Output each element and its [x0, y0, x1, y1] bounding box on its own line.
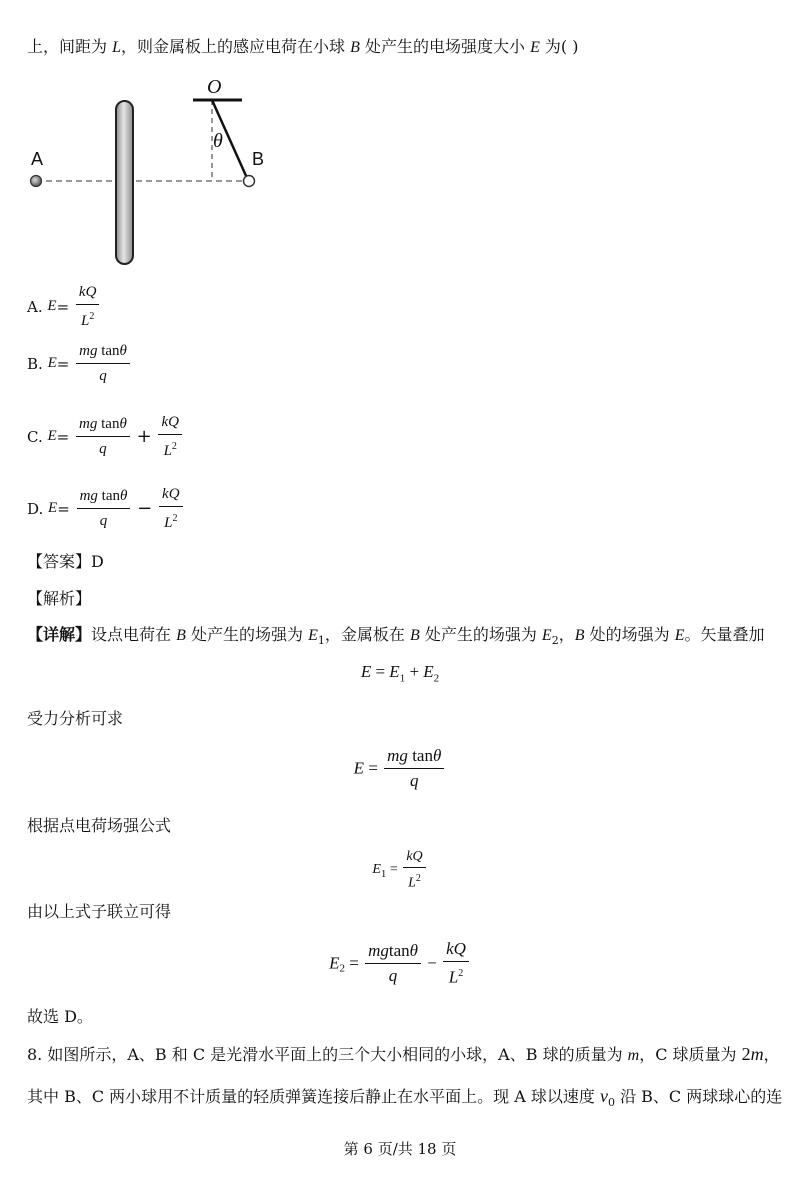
- answer-label: 【答案】: [27, 552, 92, 571]
- page-footer: 第 6 页/共 18 页: [343, 1140, 457, 1158]
- q8-var-m: m: [627, 1047, 640, 1064]
- option-c-num-mg: mg: [79, 416, 98, 432]
- option-d-label: D.: [27, 499, 44, 518]
- detail-text-7: 。矢量叠加: [684, 625, 765, 644]
- eq1-E1-sub: 1: [399, 672, 406, 685]
- option-a-den-base: L: [81, 313, 90, 329]
- point-charge-line: [27, 815, 171, 837]
- detail-var-B3: B: [574, 627, 585, 644]
- option-d-num-theta: θ: [120, 488, 128, 504]
- option-a-label: A.: [27, 297, 43, 316]
- detail-var-B2: B: [409, 627, 420, 644]
- q8-text-2b: 沿 B、C 两球球心的连: [615, 1087, 783, 1106]
- eq2-denominator: q: [409, 771, 419, 790]
- eq1-E: E: [360, 662, 372, 681]
- force-analysis-text: 受力分析可求: [27, 709, 124, 728]
- eq3-lhs: E: [372, 861, 381, 877]
- question-8-line-1: [27, 1043, 780, 1067]
- eq3-den-base: L: [408, 875, 416, 891]
- option-c-lhs: E: [47, 428, 57, 444]
- option-b: [27, 341, 132, 386]
- q8-var-2m: m: [750, 1044, 764, 1064]
- option-c-num-tan: tan: [101, 416, 120, 432]
- eq4-num-tan: tan: [388, 940, 410, 960]
- q8-text-2a: 其中 B、C 两小球用不计质量的轻质弹簧连接后静止在水平面上。现 A 球以速度: [27, 1087, 600, 1106]
- option-a-fraction: [76, 282, 100, 331]
- ball-a: [31, 176, 42, 187]
- option-d-denominator: q: [99, 513, 108, 529]
- option-b-lhs: E: [47, 355, 57, 371]
- equation-point-charge: [0, 848, 800, 892]
- eq1-E1: E: [389, 662, 400, 681]
- intro-text-2: ，则金属板上的感应电荷在小球: [121, 37, 351, 56]
- q8-text-1c: ，: [763, 1045, 780, 1064]
- detail-text-2: 处产生的场强为: [185, 625, 309, 644]
- intro-var-E: E: [530, 39, 540, 56]
- conclusion-line: [27, 1006, 93, 1028]
- eq2-equals: =: [368, 758, 378, 778]
- option-c-label: C.: [27, 427, 43, 446]
- eq4-den2-base: L: [448, 967, 459, 987]
- label-b: B: [252, 149, 265, 169]
- eq4-lhs: E: [329, 953, 340, 973]
- physics-figure: [0, 0, 800, 290]
- option-c-den2-exp: 2: [171, 441, 177, 452]
- eq1-plus: +: [409, 662, 420, 681]
- eq4-operator: −: [427, 953, 437, 973]
- detail-text-5: ，: [558, 625, 575, 644]
- eq2-fraction: [384, 746, 444, 791]
- ball-b: [244, 176, 255, 187]
- option-d-den2-exp: 2: [172, 513, 178, 524]
- metal-plate: [116, 101, 133, 264]
- detail-var-E2-sub: 2: [551, 634, 559, 648]
- option-c-operator: +: [136, 426, 152, 447]
- q8-text-1a: 8. 如图所示，A、B 和 C 是光滑水平面上的三个大小相同的小球，A、B 球的质量为: [27, 1045, 628, 1064]
- eq4-numerator-2: kQ: [443, 939, 469, 962]
- option-d-fraction-1: [77, 486, 131, 531]
- label-theta: θ: [213, 130, 223, 152]
- option-c: [27, 412, 184, 461]
- q8-var-v-sub: 0: [608, 1096, 615, 1110]
- answer-value: D: [91, 552, 104, 571]
- detail-line: [27, 624, 764, 652]
- question-8-line-2: [27, 1085, 782, 1114]
- q8-two: 2: [741, 1044, 751, 1064]
- eq2-num-tan: tan: [412, 746, 433, 765]
- option-a-lhs: E: [47, 298, 57, 314]
- analysis-line: [27, 588, 91, 610]
- q8-var-v: v: [600, 1086, 608, 1106]
- option-a-eq: =: [56, 297, 70, 316]
- eq1-equals: =: [375, 662, 386, 681]
- eq4-den2-exp: 2: [458, 968, 464, 979]
- option-d: [27, 484, 185, 533]
- option-b-eq: =: [56, 354, 70, 373]
- intro-var-L: L: [112, 39, 121, 56]
- label-a: A: [31, 149, 44, 169]
- option-c-num-theta: θ: [119, 416, 127, 432]
- option-c-denominator: q: [99, 441, 107, 457]
- eq4-lhs-sub: 2: [339, 962, 345, 975]
- eq4-denominator: q: [388, 965, 398, 985]
- eq4-fraction-2: [443, 939, 469, 988]
- equation-result: [0, 939, 800, 988]
- eq4-num-mg: mg: [368, 940, 389, 960]
- detail-var-B1: B: [176, 627, 186, 644]
- detail-var-E2: E: [541, 627, 552, 644]
- analysis-label: 【解析】: [27, 589, 92, 608]
- detail-text-3: ，金属板在: [324, 625, 410, 644]
- eq2-num-theta: θ: [432, 746, 442, 765]
- detail-text-4: 处产生的场强为: [419, 625, 542, 644]
- intro-text-1: 上，间距为: [27, 37, 113, 56]
- detail-var-E: E: [674, 627, 685, 644]
- equation-force: [0, 746, 800, 791]
- eq1-E2-sub: 2: [433, 672, 440, 685]
- eq3-fraction: [403, 848, 425, 892]
- answer-line: [27, 551, 104, 573]
- option-b-fraction: [76, 341, 130, 386]
- option-c-eq: =: [56, 427, 70, 446]
- option-a-den-exp: 2: [89, 311, 95, 322]
- option-d-fraction-2: [159, 484, 183, 533]
- detail-var-E1-sub: 1: [317, 634, 325, 648]
- option-a-numerator: kQ: [76, 282, 100, 305]
- option-b-num-mg: mg: [79, 343, 98, 359]
- label-o: O: [207, 76, 222, 98]
- eq3-den-exp: 2: [415, 873, 421, 884]
- option-a: [27, 282, 101, 331]
- option-d-num-tan: tan: [101, 488, 120, 504]
- combine-line: [27, 901, 171, 923]
- eq3-lhs-sub: 1: [380, 867, 387, 880]
- eq1-E2: E: [423, 662, 434, 681]
- eq2-num-mg: mg: [387, 746, 408, 765]
- option-b-label: B.: [27, 354, 43, 373]
- intro-var-B: B: [350, 39, 360, 56]
- option-d-num-mg: mg: [79, 488, 98, 504]
- option-c-den2-base: L: [163, 443, 172, 459]
- force-analysis-line: [27, 708, 123, 730]
- option-d-lhs: E: [48, 500, 58, 516]
- detail-label: 【详解】: [27, 625, 92, 644]
- option-c-fraction-1: [76, 414, 130, 459]
- option-c-numerator-2: kQ: [158, 412, 182, 435]
- option-b-num-tan: tan: [101, 343, 120, 359]
- eq3-equals: =: [389, 861, 398, 877]
- q8-text-1b: ，C 球质量为: [639, 1045, 742, 1064]
- option-d-den2-base: L: [164, 515, 173, 531]
- eq4-fraction-1: [365, 941, 421, 986]
- eq4-equals: =: [349, 953, 359, 973]
- eq4-num-theta: θ: [409, 940, 418, 960]
- option-c-fraction-2: [158, 412, 182, 461]
- equation-superposition: [0, 662, 800, 684]
- eq3-numerator: kQ: [403, 848, 425, 868]
- option-b-denominator: q: [99, 368, 107, 384]
- option-d-operator: −: [137, 498, 153, 519]
- point-charge-text: 根据点电荷场强公式: [27, 816, 172, 835]
- option-b-num-theta: θ: [119, 343, 127, 359]
- conclusion-text: 故选 D。: [27, 1007, 93, 1026]
- option-d-eq: =: [57, 499, 70, 518]
- eq2-lhs: E: [353, 758, 365, 778]
- intro-text-3: 处产生的电场强度大小: [359, 37, 531, 56]
- detail-text-1: 设点电荷在: [91, 625, 177, 644]
- detail-text-6: 处的场强为: [584, 625, 675, 644]
- detail-var-E1: E: [308, 627, 318, 644]
- option-d-numerator-2: kQ: [159, 484, 183, 507]
- combine-text: 由以上式子联立可得: [27, 902, 172, 921]
- intro-text-4: 为( ): [539, 37, 579, 56]
